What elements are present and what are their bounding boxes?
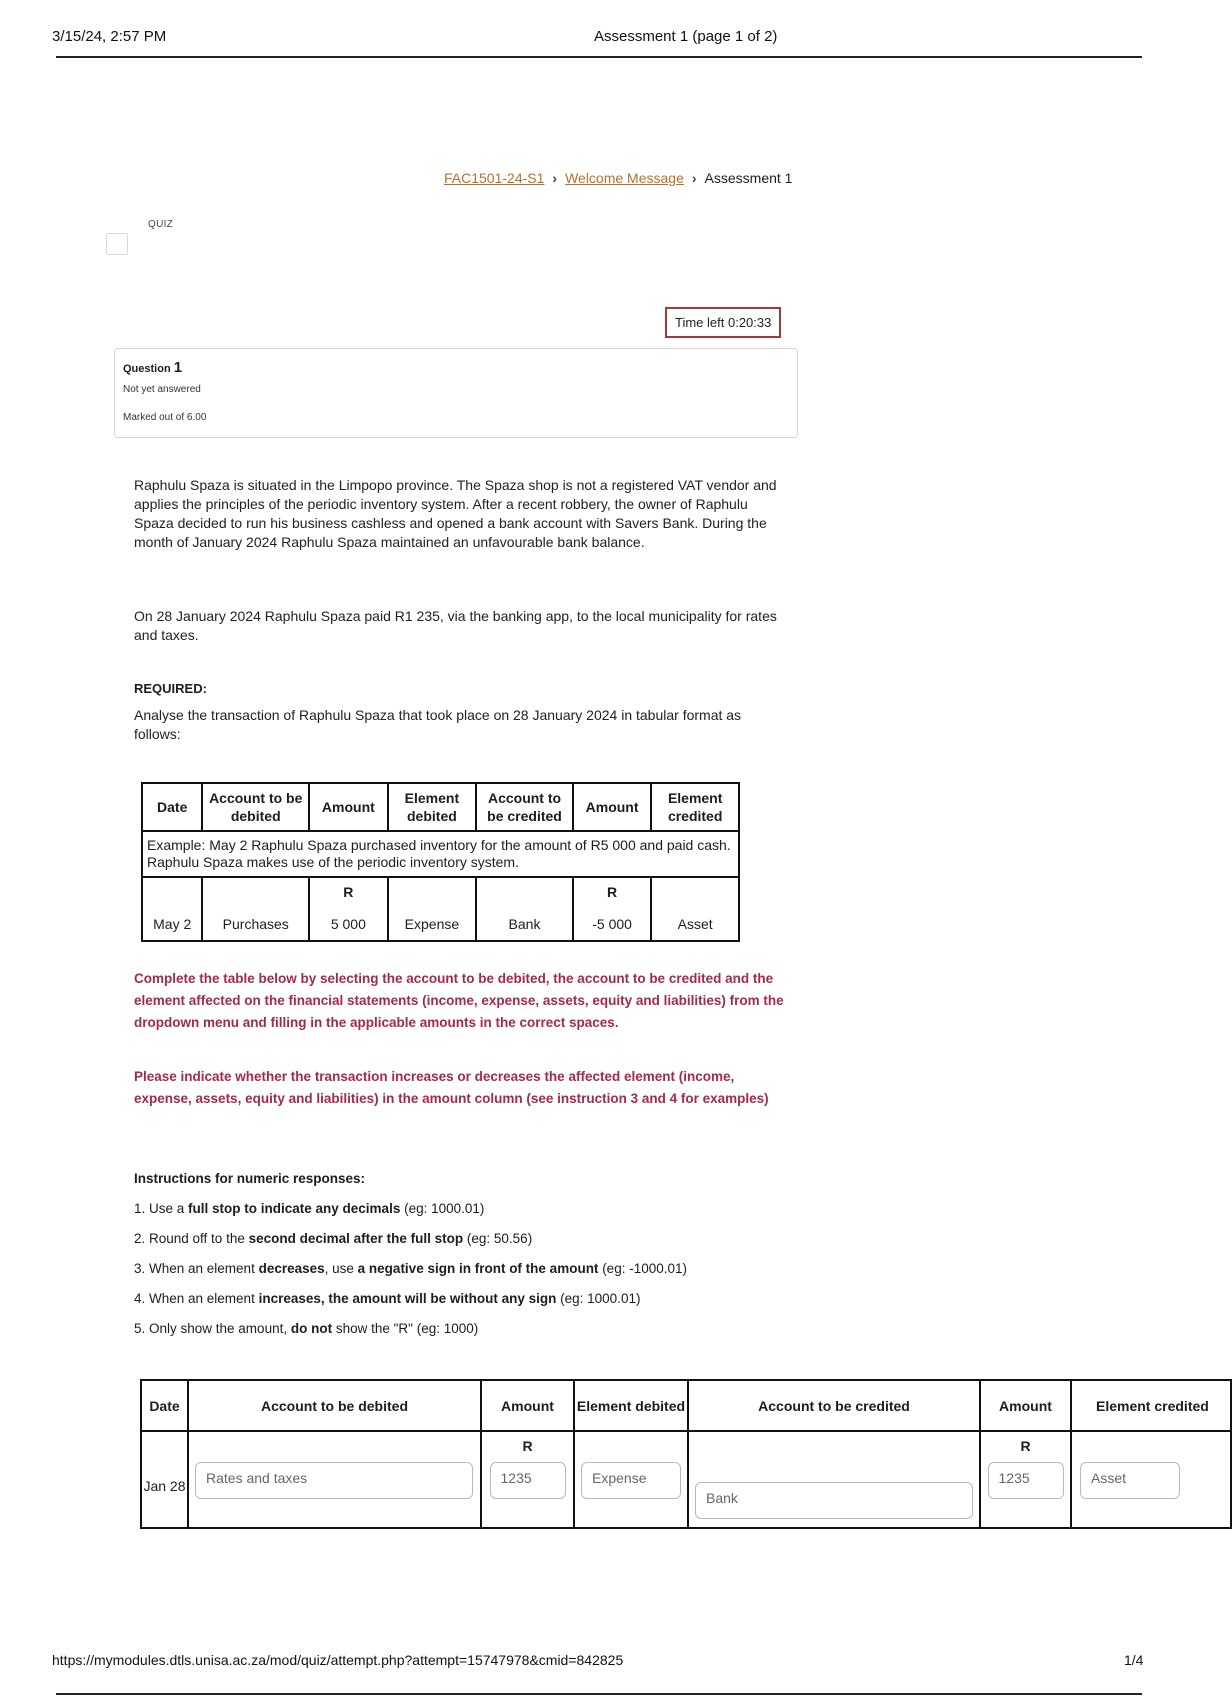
example-debit-amount: 5 000 (330, 916, 366, 932)
credit-element-select[interactable]: Asset (1080, 1462, 1180, 1499)
example-credit-account: Bank (476, 877, 573, 941)
example-debit-account: Purchases (202, 877, 309, 941)
print-datetime: 3/15/24, 2:57 PM (52, 28, 167, 45)
example-credit-amount: -5 000 (592, 916, 632, 932)
currency-label: R (1020, 1438, 1031, 1454)
answer-table (140, 1379, 1232, 1529)
currency-label: R (607, 884, 618, 900)
debit-account-cell (188, 1431, 481, 1528)
print-title: Assessment 1 (page 1 of 2) (594, 28, 778, 45)
credit-element-cell (1071, 1431, 1231, 1528)
instruction-increase-decrease: Please indicate whether the transaction increases or decreases the affected element (income, expense, assets, equity and liabilities) in the amount column (see instruction 3 and 4 for examples) (134, 1069, 769, 1106)
print-url: https://mymodules.dtls.unisa.ac.za/mod/quiz/attempt.php?attempt=15747978&cmid=842825 (52, 1652, 624, 1668)
breadcrumb-course-link[interactable]: FAC1501-24-S1 (444, 170, 545, 186)
example-header-credit-amount: Amount (573, 783, 652, 831)
chevron-right-icon: › (552, 170, 558, 186)
example-header-credit-account: Account to be credited (476, 783, 573, 831)
example-header-debit-amount: Amount (309, 783, 388, 831)
answer-header-credit-amount: Amount (980, 1380, 1071, 1431)
numeric-instruction-item: 4. When an element increases, the amount will be without any sign (eg: 1000.01) (134, 1291, 641, 1306)
numeric-instruction-item: 3. When an element decreases, use a negative sign in front of the amount (eg: -1000.01) (134, 1261, 687, 1276)
footer-rule (56, 1693, 1142, 1695)
time-left-timer: Time left 0:20:33 (665, 307, 781, 338)
transaction-paragraph: On 28 January 2024 Raphulu Spaza paid R1 235, via the banking app, to the local municipality for rates and taxes. (134, 608, 777, 643)
header-rule (56, 56, 1142, 58)
question-number: 1 (173, 359, 183, 376)
example-header-debit-element: Element debited (388, 783, 477, 831)
credit-amount-input[interactable]: 1235 (988, 1462, 1064, 1499)
print-page-number: 1/4 (1124, 1652, 1144, 1668)
instruction-complete-table: Complete the table below by selecting the account to be debited, the account to be credited and the element affected on the financial statements (income, expense, assets, equity and liabilities) from the dropdown menu and filling in the applicable amounts in the correct spaces. (134, 971, 784, 1030)
example-row (142, 877, 739, 941)
example-credit-amount-cell (573, 877, 652, 941)
question-status: Not yet answered (123, 384, 201, 395)
numeric-instruction-item: 1. Use a full stop to indicate any decimals (eg: 1000.01) (134, 1201, 485, 1216)
answer-header-debit-element: Element debited (574, 1380, 688, 1431)
chevron-right-icon: › (691, 170, 697, 186)
currency-label: R (522, 1438, 533, 1454)
breadcrumb (444, 170, 792, 186)
debit-element-cell (574, 1431, 688, 1528)
answer-header-credit-element: Element credited (1071, 1380, 1231, 1431)
credit-account-cell (688, 1431, 980, 1528)
credit-amount-cell (980, 1431, 1071, 1528)
quiz-icon (106, 233, 128, 255)
debit-account-select[interactable]: Rates and taxes (195, 1462, 473, 1499)
example-header-row (142, 783, 739, 831)
answer-table-viewport (140, 1379, 1209, 1531)
answer-header-date: Date (141, 1380, 188, 1431)
example-date: May 2 (142, 877, 202, 941)
quiz-label: QUIZ (148, 219, 174, 230)
numeric-instruction-item: 2. Round off to the second decimal after the full stop (eg: 50.56) (134, 1231, 533, 1246)
breadcrumb-current: Assessment 1 (704, 170, 793, 186)
credit-account-select[interactable]: Bank (695, 1482, 973, 1519)
example-description: Example: May 2 Raphulu Spaza purchased inventory for the amount of R5 000 and paid cash. Raphulu Spaza makes use of the periodic inventory system. (142, 831, 739, 877)
scenario-paragraph: Raphulu Spaza is situated in the Limpopo province. The Spaza shop is not a registered VAT vendor and applies the principles of the periodic inventory system. After a recent robbery, the owner of Raphulu Spaza decided to run his business cashless and opened a bank account with Savers Bank. During the month of January 2024 Raphulu Spaza maintained an unfavourable bank balance. (134, 477, 777, 550)
required-paragraph: Analyse the transaction of Raphulu Spaza that took place on 28 January 2024 in tabular format as follows: (134, 707, 742, 742)
example-debit-amount-cell (309, 877, 388, 941)
debit-element-select[interactable]: Expense (581, 1462, 681, 1499)
answer-header-credit-account: Account to be credited (688, 1380, 980, 1431)
answer-header-row (141, 1380, 1231, 1431)
debit-amount-input[interactable]: 1235 (490, 1462, 566, 1499)
debit-amount-cell (481, 1431, 574, 1528)
numeric-instructions-title: Instructions for numeric responses: (134, 1171, 366, 1186)
answer-header-debit-account: Account to be debited (188, 1380, 481, 1431)
example-debit-element: Expense (388, 877, 477, 941)
example-table (141, 782, 740, 942)
required-heading: REQUIRED: (134, 681, 207, 696)
numeric-instructions-list (134, 1194, 834, 1344)
example-credit-element: Asset (651, 877, 739, 941)
breadcrumb-welcome-link[interactable]: Welcome Message (565, 170, 684, 186)
answer-date: Jan 28 (141, 1431, 188, 1528)
question-title: Question 1 (123, 359, 183, 376)
example-header-date: Date (142, 783, 202, 831)
example-header-debit-account: Account to be debited (202, 783, 309, 831)
answer-row (141, 1431, 1231, 1528)
numeric-instruction-item: 5. Only show the amount, do not show the "R" (eg: 1000) (134, 1321, 479, 1336)
question-marks: Marked out of 6.00 (123, 412, 207, 423)
example-header-credit-element: Element credited (651, 783, 739, 831)
question-info-box (114, 348, 798, 438)
currency-label: R (343, 884, 354, 900)
answer-header-debit-amount: Amount (481, 1380, 574, 1431)
